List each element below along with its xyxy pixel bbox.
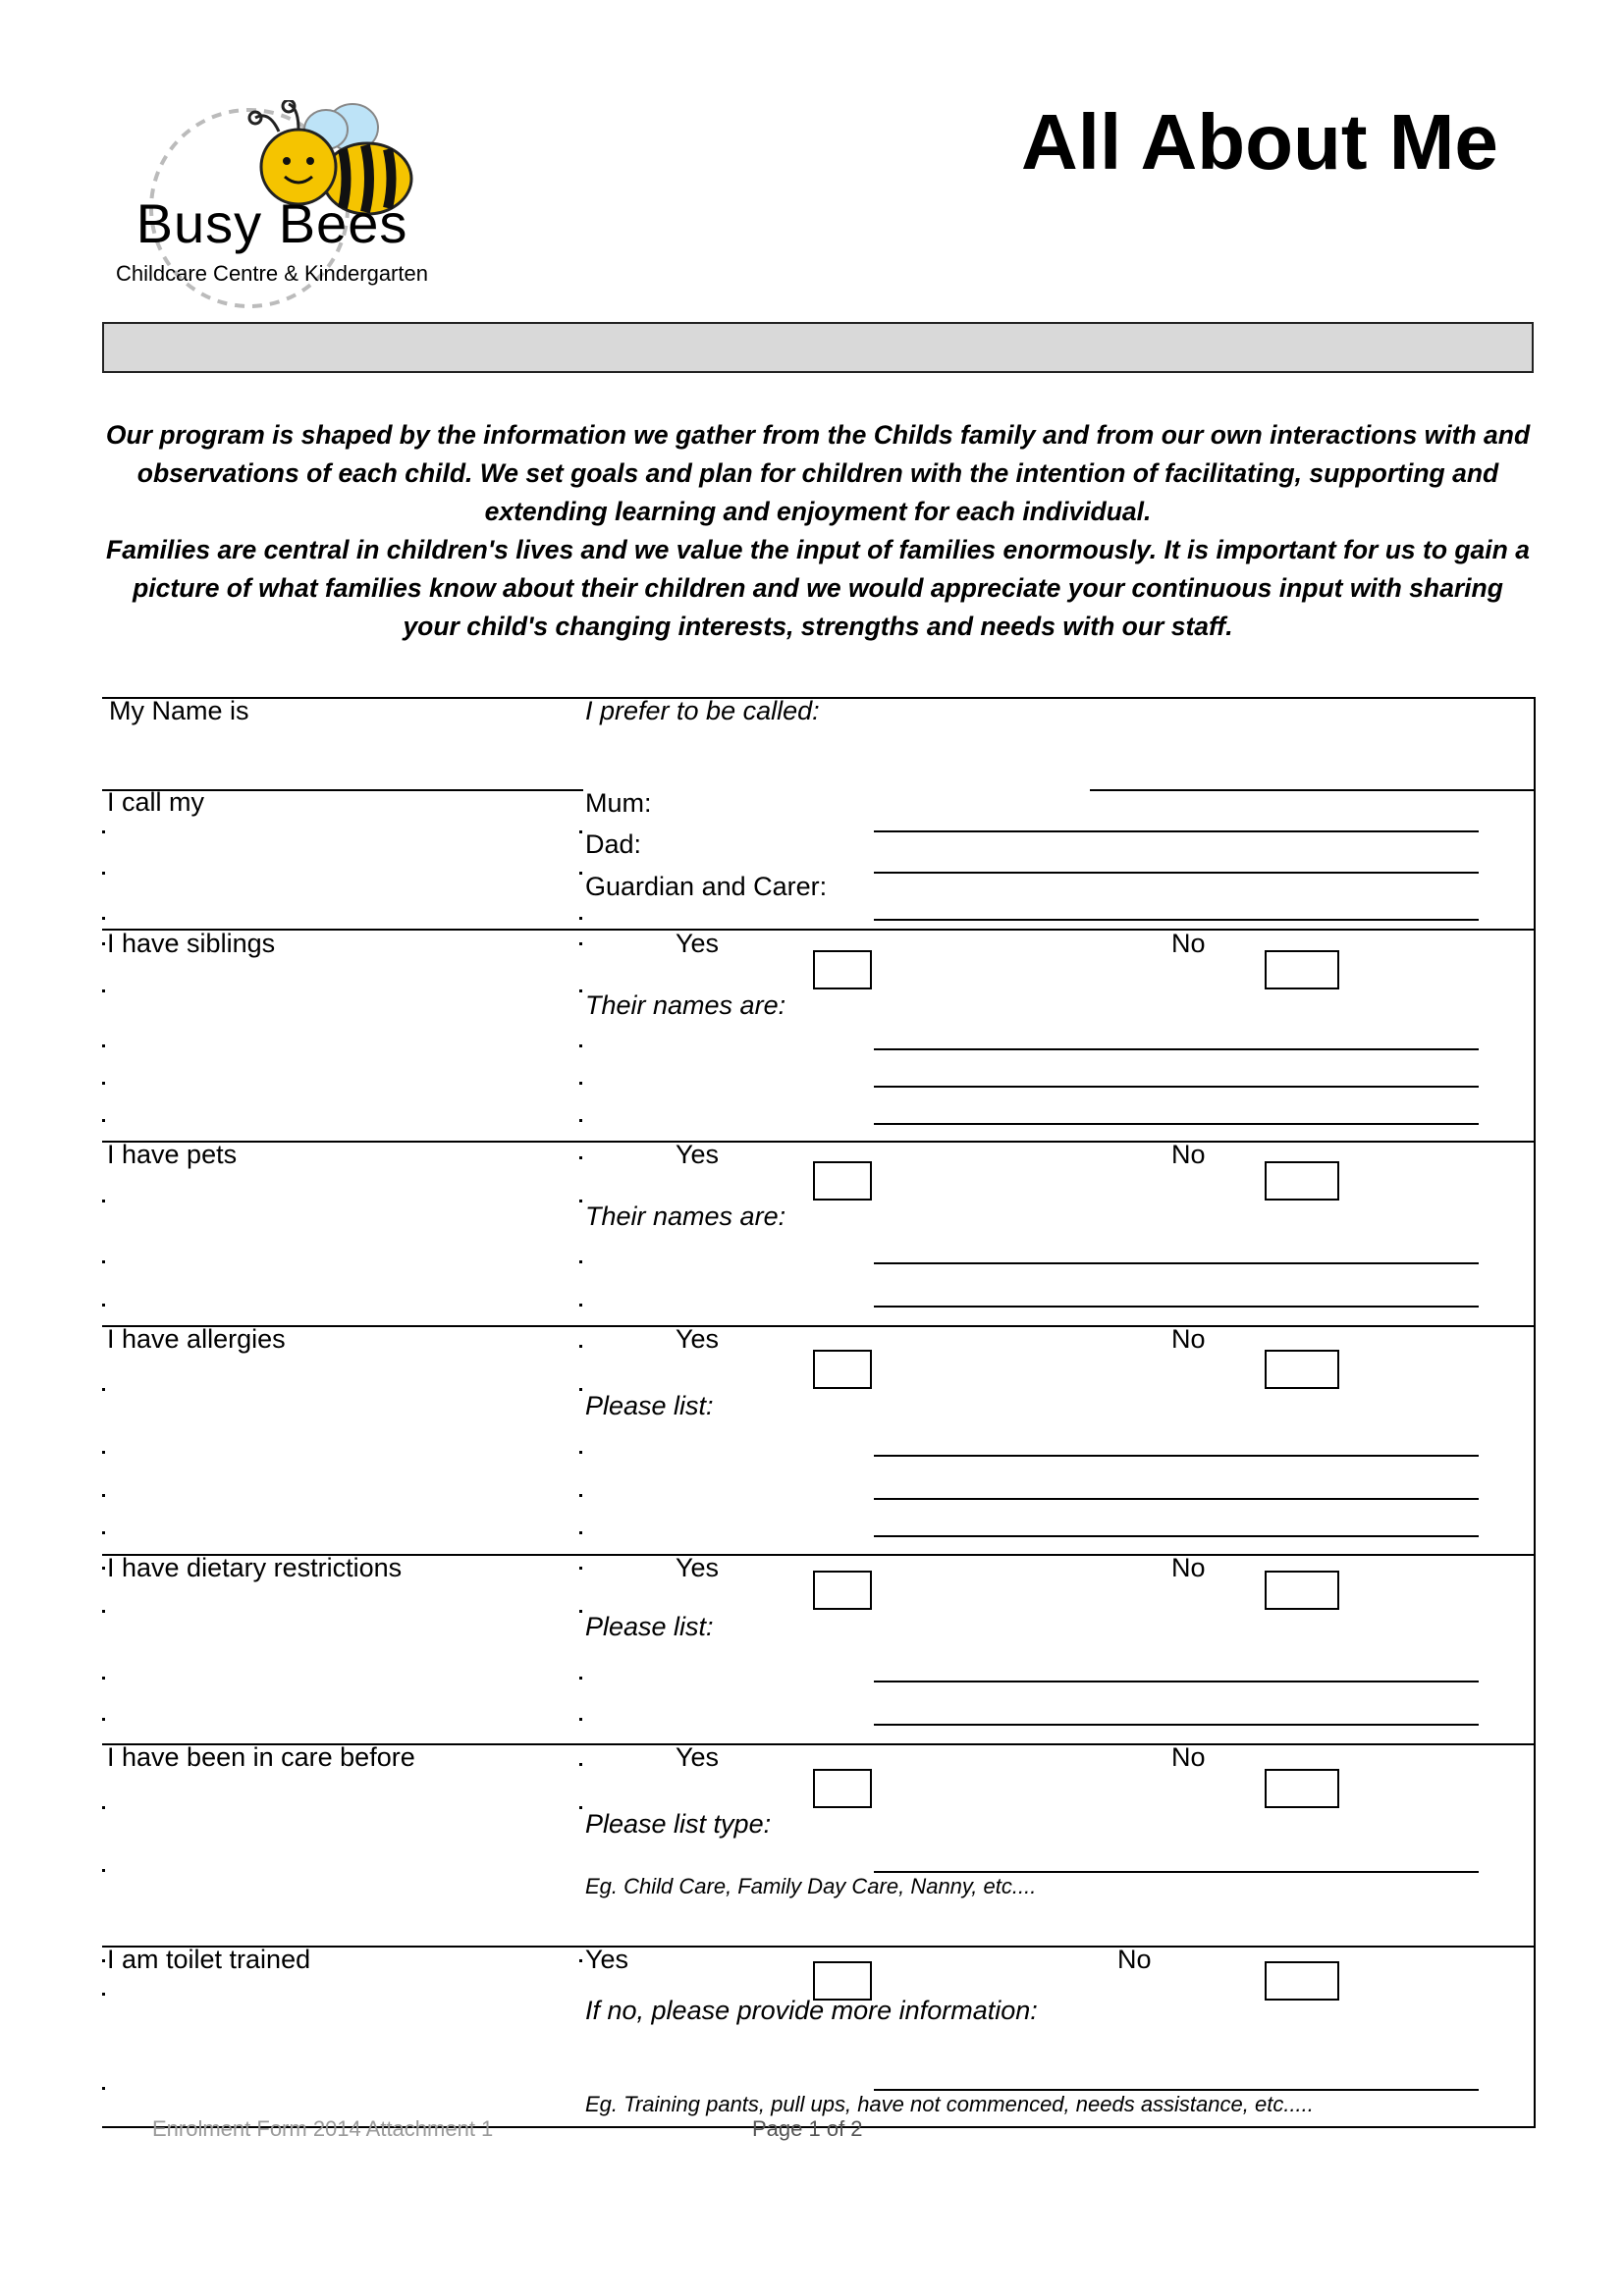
pets-no-label: No: [1171, 1140, 1206, 1169]
care-yes-checkbox[interactable]: [813, 1769, 872, 1808]
i-call-my-label: I call my: [107, 787, 205, 817]
logo-name: Busy Bees: [135, 192, 408, 254]
pets-names-label: Their names are:: [585, 1201, 786, 1231]
care-before-label: I have been in care before: [107, 1742, 415, 1772]
toilet-trained-label: I am toilet trained: [107, 1945, 311, 1974]
footer-document-name: Enrolment Form 2014 Attachment 1: [152, 2116, 494, 2141]
siblings-no-checkbox[interactable]: [1265, 950, 1339, 989]
table-right-border: [1534, 697, 1536, 2128]
siblings-label: I have siblings: [107, 929, 276, 958]
mum-label: Mum:: [585, 788, 652, 818]
page-title: All About Me: [1021, 98, 1498, 186]
allergies-list-field-3[interactable]: [874, 1535, 1479, 1537]
preferred-name-underline[interactable]: [1090, 789, 1536, 791]
dietary-list-field-2[interactable]: [874, 1724, 1479, 1726]
logo-text: [110, 192, 434, 287]
logo-tagline: Childcare Centre & Kindergarten: [116, 261, 428, 286]
siblings-no-label: No: [1171, 929, 1206, 958]
pets-label: I have pets: [107, 1140, 238, 1169]
footer-page-number: Page 1 of 2: [752, 2116, 863, 2141]
guardian-label: Guardian and Carer:: [585, 872, 828, 901]
dietary-no-label: No: [1171, 1553, 1206, 1582]
row-divider: [102, 1141, 1536, 1143]
siblings-names-label: Their names are:: [585, 990, 786, 1020]
row-divider: [102, 929, 1536, 931]
allergies-yes-checkbox[interactable]: [813, 1350, 872, 1389]
row-divider: [102, 1325, 1536, 1327]
dietary-yes-label: Yes: [676, 1553, 720, 1582]
toilet-no-label: No: [1117, 1945, 1152, 1974]
dietary-label: I have dietary restrictions: [107, 1553, 403, 1582]
allergies-no-checkbox[interactable]: [1265, 1350, 1339, 1389]
allergies-list-field-1[interactable]: [874, 1455, 1479, 1457]
toilet-yes-label: Yes: [585, 1945, 629, 1974]
care-no-checkbox[interactable]: [1265, 1769, 1339, 1808]
toilet-info-label: If no, please provide more information:: [585, 1996, 1038, 2025]
allergies-list-label: Please list:: [585, 1391, 714, 1420]
care-type-label: Please list type:: [585, 1809, 772, 1839]
name-banner-field[interactable]: [102, 322, 1534, 373]
siblings-yes-label: Yes: [676, 929, 720, 958]
care-type-example: Eg. Child Care, Family Day Care, Nanny, etc....: [585, 1874, 1037, 1898]
dietary-no-checkbox[interactable]: [1265, 1571, 1339, 1610]
care-yes-label: Yes: [676, 1742, 720, 1772]
pets-yes-label: Yes: [676, 1140, 720, 1169]
intro-text: [102, 416, 1534, 646]
pets-no-checkbox[interactable]: [1265, 1161, 1339, 1201]
pets-names-field-2[interactable]: [874, 1306, 1479, 1308]
dietary-list-label: Please list:: [585, 1612, 714, 1641]
intro-paragraph-2: Families are central in children's lives and we value the input of families enormously. It is important for us to gain a picture of what families know about their children and we would appreciate your continuous input with sharing your child's changing interests, strengths and needs with our staff.: [106, 535, 1530, 641]
dietary-list-field-1[interactable]: [874, 1681, 1479, 1682]
dad-field[interactable]: [874, 872, 1479, 874]
toilet-no-checkbox[interactable]: [1265, 1961, 1339, 2001]
siblings-names-field-2[interactable]: [874, 1086, 1479, 1088]
siblings-names-field-3[interactable]: [874, 1123, 1479, 1125]
allergies-no-label: No: [1171, 1324, 1206, 1354]
siblings-names-field-1[interactable]: [874, 1048, 1479, 1050]
my-name-label: My Name is: [109, 696, 249, 725]
preferred-name-label: I prefer to be called:: [585, 696, 820, 725]
allergies-label: I have allergies: [107, 1324, 286, 1354]
dad-label: Dad:: [585, 829, 642, 859]
pets-names-field-1[interactable]: [874, 1262, 1479, 1264]
guardian-field[interactable]: [874, 919, 1479, 921]
siblings-yes-checkbox[interactable]: [813, 950, 872, 989]
mum-field[interactable]: [874, 830, 1479, 832]
allergies-list-field-2[interactable]: [874, 1498, 1479, 1500]
pets-yes-checkbox[interactable]: [813, 1161, 872, 1201]
row-divider: [102, 1946, 1536, 1948]
intro-paragraph-1: Our program is shaped by the information we gather from the Childs family and from our own interactions with and observations of each child. We set goals and plan for children with the intention of facilitating, supporting and extending learning and enjoyment for each individual.: [105, 420, 1531, 526]
dietary-yes-checkbox[interactable]: [813, 1571, 872, 1610]
care-no-label: No: [1171, 1742, 1206, 1772]
allergies-yes-label: Yes: [676, 1324, 720, 1354]
toilet-info-example: Eg. Training pants, pull ups, have not commenced, needs assistance, etc.....: [585, 2092, 1314, 2116]
